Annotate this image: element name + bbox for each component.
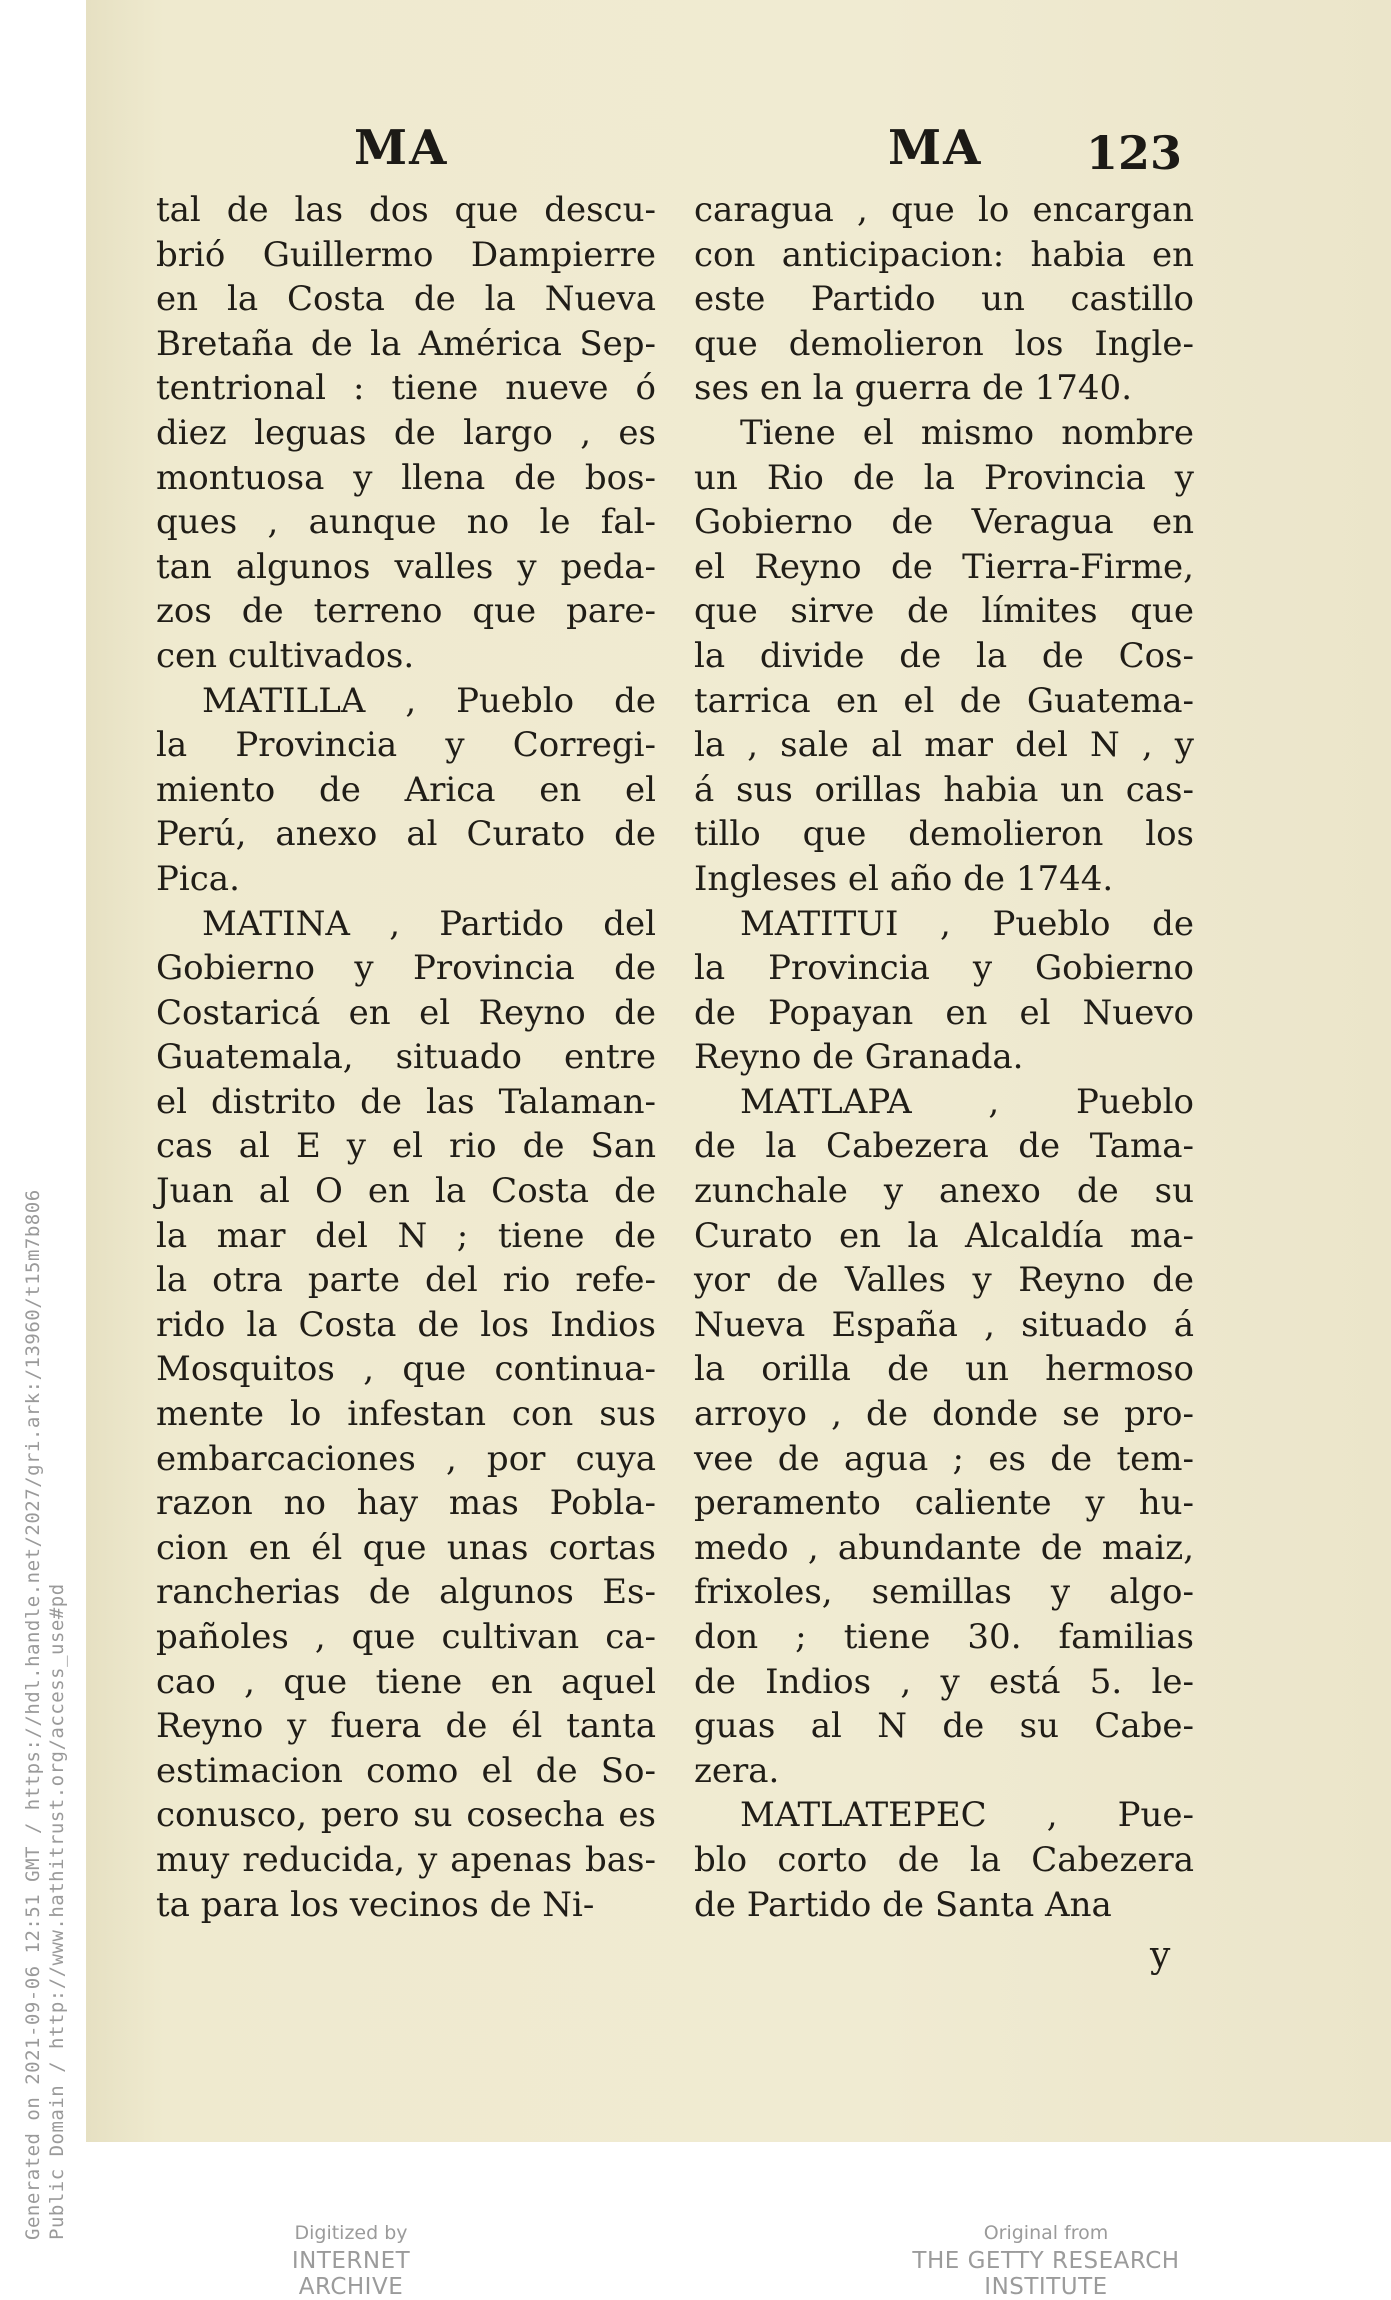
text-line: la , sale al mar del N , y (694, 725, 1194, 766)
text-line: blo corto de la Cabezera (694, 1839, 1194, 1880)
text-line: cen cultivados. (156, 635, 415, 676)
text-line: ques , aunque no le fal- (156, 502, 656, 543)
generation-note: Generated on 2021-09-06 12:51 GMT / https://hdl.handle.net/2027/gri.ark:/13960/t15m7b806 (22, 1189, 44, 2240)
text-line: la orilla de un hermoso (694, 1349, 1194, 1390)
text-line: peramento caliente y hu- (694, 1483, 1194, 1524)
text-line: Pica. (156, 858, 240, 899)
text-line: MATILLA , Pueblo de (202, 680, 656, 721)
text-line: MATLATEPEC , Pue- (740, 1795, 1194, 1836)
digitization-footer (86, 2142, 1391, 2300)
text-line: frixoles, semillas y algo- (694, 1572, 1194, 1613)
text-line: cao , que tiene en aquel (156, 1661, 656, 1702)
text-line: que demolieron los Ingle- (694, 323, 1194, 364)
text-line: Curato en la Alcaldía ma- (694, 1215, 1194, 1256)
text-line: tentrional : tiene nueve ó (156, 368, 656, 409)
text-line: mente lo infestan con sus (156, 1394, 656, 1435)
text-line: Guatemala, situado entre (156, 1037, 656, 1078)
text-line: zos de terreno que pare- (156, 591, 656, 632)
text-line: el Reyno de Tierra-Firme, (694, 546, 1194, 587)
text-line: de la Cabezera de Tama- (694, 1126, 1194, 1167)
text-line: ses en la guerra de 1740. (694, 368, 1132, 409)
text-line: este Partido un castillo (694, 279, 1194, 320)
text-line: un Rio de la Provincia y (694, 457, 1194, 498)
text-line: cion en él que unas cortas (156, 1527, 656, 1568)
text-line: yor de Valles y Reyno de (694, 1260, 1194, 1301)
digitized-label: Digitized by (294, 2222, 408, 2244)
text-line: brió Guillermo Dampierre (156, 234, 656, 275)
text-line: estimacion como el de So- (156, 1750, 656, 1791)
text-line: á sus orillas habia un cas- (694, 769, 1194, 810)
text-line: diez leguas de largo , es (156, 412, 656, 453)
text-line: don ; tiene 30. familias (694, 1617, 1194, 1657)
text-line: Reyno y fuera de él tanta (156, 1706, 656, 1747)
text-line: vee de agua ; es de tem- (694, 1438, 1194, 1479)
text-line: MATITUI , Pueblo de (740, 903, 1194, 944)
text-line: Perú, anexo al Curato de (156, 814, 656, 855)
page-number: 123 (1086, 126, 1183, 180)
book-page (86, 0, 1391, 2142)
text-line: embarcaciones , por cuya (156, 1438, 656, 1479)
text-line: razon no hay mas Pobla- (156, 1483, 656, 1524)
text-line: que sirve de límites que (694, 591, 1194, 632)
text-line: rido la Costa de los Indios (156, 1304, 656, 1345)
running-head-left: MA (354, 120, 449, 176)
text-line: tan algunos valles y peda- (156, 546, 656, 587)
text-line: la divide de la de Cos- (694, 635, 1194, 676)
text-line: zera. (694, 1750, 780, 1791)
text-line: Bretaña de la América Sep- (156, 323, 656, 364)
catchword: y (1150, 1935, 1171, 1976)
text-line: de Partido de Santa Ana (694, 1884, 1112, 1925)
text-line: con anticipacion: habia en (694, 234, 1194, 275)
text-line: Ingleses el año de 1744. (694, 858, 1114, 899)
rights-note: Public Domain / http://www.hathitrust.org/access_use#pd (46, 1583, 68, 2240)
text-line: MATINA , Partido del (202, 903, 656, 944)
text-line: caragua , que lo encargan (694, 190, 1194, 230)
text-line: la Provincia y Gobierno (694, 948, 1194, 989)
text-line: muy reducida, y apenas bas- (156, 1839, 656, 1880)
text-line: Tiene el mismo nombre (740, 412, 1194, 453)
text-line: Gobierno de Veragua en (694, 502, 1194, 543)
text-line: medo , abundante de maiz, (694, 1527, 1194, 1568)
text-line: pañoles , que cultivan ca- (156, 1617, 656, 1657)
text-line: Gobierno y Provincia de (156, 948, 656, 989)
text-line: tarrica en el de Guatema- (694, 680, 1194, 721)
text-line: cas al E y el rio de San (156, 1126, 656, 1167)
side-watermark (0, 0, 86, 2271)
text-line: Costaricá en el Reyno de (156, 992, 656, 1033)
text-line: Juan al O en la Costa de (156, 1171, 656, 1212)
original-label: Original from (983, 2222, 1109, 2244)
text-line: tillo que demolieron los (694, 814, 1194, 855)
text-line: miento de Arica en el (156, 769, 656, 810)
text-line: MATLAPA , Pueblo (740, 1081, 1194, 1122)
right-text-column (694, 188, 1194, 1927)
text-line: arroyo , de donde se pro- (694, 1394, 1194, 1435)
text-line: montuosa y llena de bos- (156, 457, 656, 498)
text-line: Mosquitos , que continua- (156, 1349, 656, 1390)
text-line: la Provincia y Corregi- (156, 725, 656, 766)
text-line: de Indios , y está 5. le- (694, 1661, 1194, 1702)
text-line: ta para los vecinos de Ni- (156, 1884, 595, 1925)
text-line: tal de las dos que descu- (156, 190, 656, 230)
digitizer-name: INTERNET ARCHIVE (291, 2248, 411, 2300)
text-line: zunchale y anexo de su (694, 1171, 1194, 1212)
text-line: la otra parte del rio refe- (156, 1260, 656, 1301)
text-line: en la Costa de la Nueva (156, 279, 656, 320)
source-name: THE GETTY RESEARCH INSTITUTE (912, 2248, 1180, 2300)
digitizer-credit (236, 2222, 466, 2300)
text-line: guas al N de su Cabe- (694, 1706, 1194, 1747)
text-line: la mar del N ; tiene de (156, 1215, 656, 1256)
left-text-column (156, 188, 656, 1927)
text-line: rancherias de algunos Es- (156, 1572, 656, 1613)
text-line: Reyno de Granada. (694, 1037, 1024, 1078)
text-line: Nueva España , situado á (694, 1304, 1194, 1345)
running-head-right: MA (888, 120, 983, 176)
source-credit (856, 2222, 1236, 2300)
text-line: conusco, pero su cosecha es (156, 1795, 656, 1836)
text-line: el distrito de las Talaman- (156, 1081, 656, 1122)
text-line: de Popayan en el Nuevo (694, 992, 1194, 1033)
